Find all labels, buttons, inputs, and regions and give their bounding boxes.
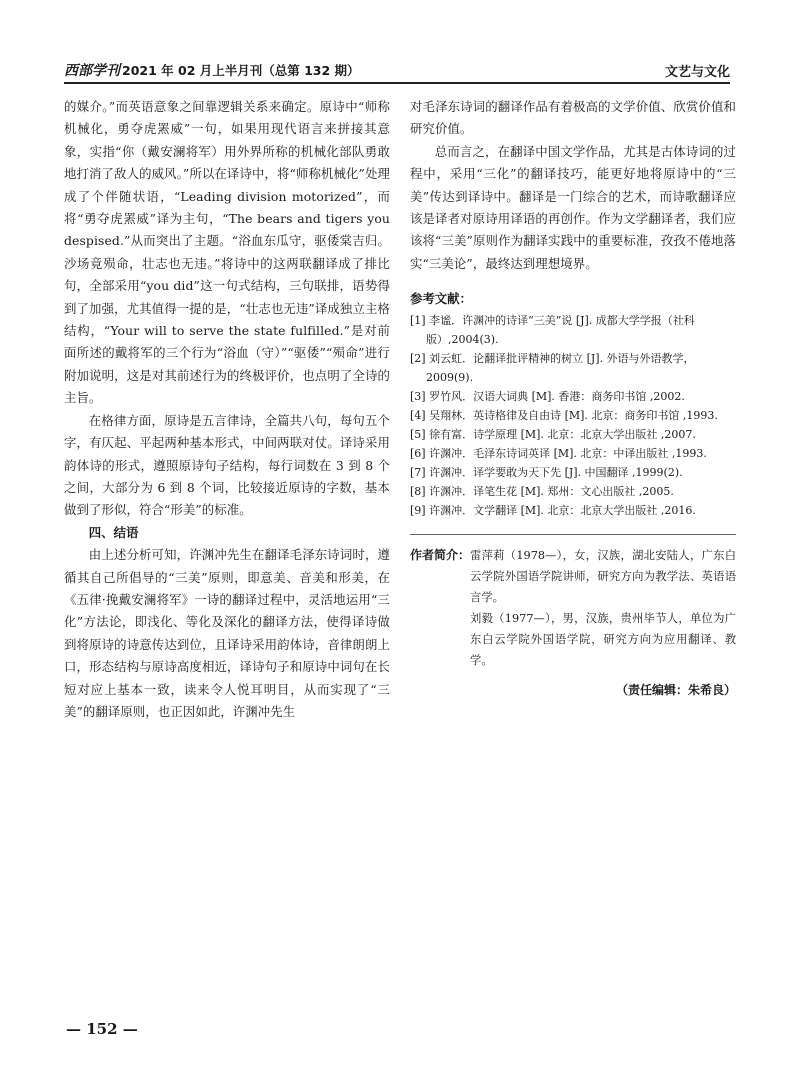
journal-info	[64, 60, 360, 80]
body-paragraph: 总而言之，在翻译中国文学作品，尤其是古体诗词的过程中，采用“三化”的翻译技巧，能更好地将原诗中的“三美”传达到译诗中。翻译是一门综合的艺术，而诗歌翻译应该是译者对原诗用译语的再创作。作为文学翻译者，我们应该将“三美”原则作为翻译实践中的重要标准，孜孜不倦地落实“三美论”，最终达到理想境界。	[410, 143, 736, 271]
reference-item: [9] 许渊冲．文学翻译 [M]. 北京：北京大学出版社 ,2016.	[410, 504, 696, 518]
reference-item: [8] 许渊冲．译笔生花 [M]. 郑州：文心出版社 ,2005.	[410, 485, 674, 499]
reference-item: [5] 徐有富．诗学原理 [M]. 北京：北京大学出版社 ,2007.	[410, 428, 696, 442]
right-column	[410, 96, 736, 698]
references-heading: 参考文献：	[410, 291, 472, 307]
section-title: 文艺与文化	[664, 65, 730, 80]
section-heading: 四、结语	[88, 524, 139, 540]
reference-item: [6] 许渊冲．毛泽东诗词英译 [M]. 北京：中译出版社 ,1993.	[410, 447, 707, 461]
author-bio-body	[470, 545, 736, 671]
author-bio	[410, 545, 736, 671]
conclusion-paragraph: 由上述分析可知，许渊冲先生在翻译毛泽东诗词时，遵循其自己所倡导的“三美”原则，即意美、音美和形美，在《五律·挽戴安澜将军》一诗的翻译过程中，灵活地运用“三化”方法论，即浅化、等化及深化的翻译方法，使得译诗做到将原诗的诗意传达到位，且译诗采用韵体诗，音律朗朗上口，形态结构与原诗高度相近，译诗句子和原诗中词句在长短对应上基本一致，读来令人悦耳明目，从而实现了“三美”的翻译原则，也正因如此，许渊冲先生	[64, 547, 390, 719]
reference-item: [4] 吴翔林．英诗格律及自由诗 [M]. 北京：商务印书馆 ,1993.	[410, 409, 718, 423]
body-paragraph: 对毛泽东诗词的翻译作品有着极高的文学价值、欣赏价值和研究价值。	[410, 99, 736, 137]
body-paragraph: 的媒介。”而英语意象之间靠逻辑关系来确定。原诗中“师称机械化，勇夺虎罴威”一句，如果用现代语言来拼接其意象，实指“你（戴安澜将军）用外界所称的机械化部队勇敢地打消了敌人的威风。”所以在译诗中，将“师称机械化”处理成了个伴随状语，“Leading division motorized”，而将“勇夺虎罴威”译为主句，“The bears and tigers you despised.”从而突出了主题。“浴血东瓜守，驱倭棠吉归。沙场竟殒命，壮志也无违。”将诗中的这两联翻译成了排比句，全部采用“you did”这一句式结构，三句联排，语势得到了加强，尤其值得一提的是，“壮志也无违”译成独立主格结构，“Your will to serve the state fulfilled.”是对前面所述的戴将军的三个行为“浴血（守）”“驱倭”“殒命”进行附加说明，这是对其前述行为的终极评价，也点明了全诗的主旨。	[64, 99, 390, 406]
journal-logo: 西部学刊	[64, 63, 120, 79]
page-header	[64, 58, 730, 84]
author-bio-label: 作者简介：	[410, 548, 471, 563]
reference-item: [7] 许渊冲．译学要敢为天下先 [J]. 中国翻译 ,1999(2).	[410, 466, 683, 480]
responsible-editor: （责任编辑：朱希良）	[615, 683, 736, 698]
left-column	[64, 96, 390, 723]
reference-item: [3] 罗竹风．汉语大词典 [M]. 香港：商务印书馆 ,2002.	[410, 390, 685, 404]
body-paragraph: 在格律方面，原诗是五言律诗，全篇共八句，每句五个字，有仄起、平起两种基本形式，中间两联对仗。译诗采用韵体诗的形式，遵照原诗句子结构，每行词数在 3 到 8 个之间，大部分为 6 到 8 个词，比较接近原诗的字数，基本做到了形似，符合“形美”的标准。	[64, 412, 390, 518]
page-number: — 152 —	[66, 1020, 138, 1038]
reference-list	[410, 311, 736, 520]
author-bio-2: 刘毅（1977—），男，汉族，贵州毕节人，单位为广东白云学院外国语学院，研究方向为应用翻译、教学。	[470, 612, 736, 668]
divider	[410, 534, 736, 535]
reference-item: [2] 刘云虹．论翻译批评精神的树立 [J]. 外语与外语教学，2009(9).	[410, 352, 695, 385]
reference-item: [1] 李谧．许渊冲的诗译“三美”说 [J]. 成都大学学报（社科版）,2004(3).	[410, 314, 695, 347]
author-bio-1: 雷萍莉（1978—），女，汉族，湖北安陆人，广东白云学院外国语学院讲师，研究方向为教学法、英语语言学。	[470, 549, 736, 605]
issue-info: 2021 年 02 月上半月刊（总第 132 期）	[122, 63, 360, 78]
